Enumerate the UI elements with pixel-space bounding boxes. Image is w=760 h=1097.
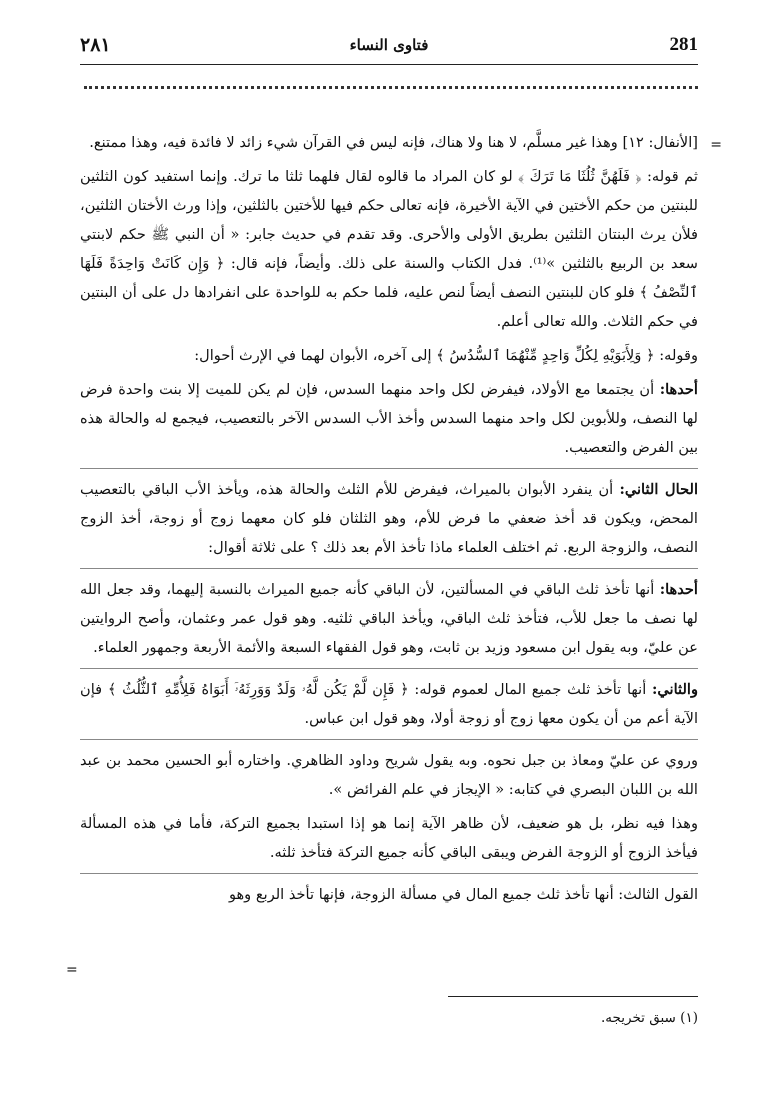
footnote-rule	[448, 996, 698, 997]
footnote-text: سبق تخريجه.	[601, 1010, 676, 1026]
paragraph-1: [الأنفال: ١٢] وهذا غير مسلَّم، لا هنا ولا هناك، فإنه ليس في القرآن شيء زائد لا فائدة فيه، وهذا ممتنع.	[89, 134, 698, 151]
running-title: فتاوى النساء	[349, 36, 429, 54]
page-header	[80, 30, 698, 65]
continuation-mark-bottom: =	[66, 962, 78, 978]
footnote	[601, 1010, 698, 1026]
footnote-marker: (١)	[680, 1010, 698, 1026]
dotted-divider	[84, 86, 698, 89]
paragraph-9: وهذا فيه نظر، بل هو ضعيف، لأن ظاهر الآية إنما هو إذا استبدا بجميع التركة، فأما في هذه المسألة فيأخذ الزوج أو الزوجة الفرض ويبقى الباقي كأنه جميع التركة فتأخذ ثلثه.	[80, 809, 698, 874]
page-number-latin: 281	[669, 34, 698, 55]
paragraph-7: والثاني: أنها تأخذ ثلث جميع المال لعموم قوله: ﴿ فَإِن لَّمْ يَكُن لَّهُۥ وَلَدٌ وَوَرِثَهُۥٓ أَبَوَاهُ فَلِأُمِّهِ ٱلثُّلُثُ ﴾ فإن الآية أعم من أن يكون معها زوج أو زوجة أولا، وهو قول ابن عباس.	[80, 675, 698, 740]
paragraph-2: ثم قوله: ﴿ فَلَهُنَّ ثُلُثَا مَا تَرَكَ ﴾ لو كان المراد ما قالوه لقال فلهما ثلثا ما ترك. وإنما استفيد كون الثلثين للبنتين من حكم الأختين في الآية الأخيرة، فإنه تعالى حكم فيها للأختين بالثلثين، وإذا ورث الأختان الثلثين، فلأن يرث البنتان الثلثين بطريق الأولى والأحرى. وقد تقدم في حديث جابر: « أن النبي ﷺ حكم لابنتي سعد بن الربيع بالثلثين »⁽¹⁾. فدل الكتاب والسنة على ذلك. وأيضاً، فإنه قال: ﴿ وَإِن كَانَتْ وَاحِدَةً فَلَهَا ٱلنِّصْفُ ﴾ فلو كان للبنتين النصف أيضاً لنص عليه، فلما حكم به للواحدة على انفرادها دل على أن البنتين في حكم الثلاث. والله تعالى أعلم.	[80, 168, 699, 330]
page-number-arabic: ٢٨١	[80, 34, 111, 56]
paragraph-3: وقوله: ﴿ وَلِأَبَوَيْهِ لِكُلِّ وَاحِدٍ مِّنْهُمَا ٱلسُّدُسُ ﴾ إلى آخره، الأبوان لهما في الإرث أحوال:	[194, 347, 698, 364]
continuation-mark-top: =	[710, 137, 722, 153]
paragraph-8: وروي عن عليّ ومعاذ بن جبل نحوه. وبه يقول شريح وداود الظاهري. واختاره أبو الحسين محمد بن عبد الله بن اللبان البصري في كتابه: « الإيجاز في علم الفرائض ».	[80, 752, 698, 798]
paragraph-10: القول الثالث: أنها تأخذ ثلث جميع المال في مسألة الزوجة، فإنها تأخذ الربع وهو	[228, 886, 698, 903]
main-text	[80, 128, 698, 914]
paragraph-6: أحدها: أنها تأخذ ثلث الباقي في المسألتين، لأن الباقي كأنه جميع الميراث بالنسبة إليهما، وقد جعل الله لها نصف ما جعل للأب، فتأخذ ثلث الباقي، ويأخذ الباقي ثلثيه. وهو قول عمر وعثمان، وأصح الروايتين عن عليّ، وبه يقول ابن مسعود وزيد بن ثابت، وهو قول الفقهاء السبعة والأئمة الأربعة وجمهور العلماء.	[80, 575, 698, 669]
paragraph-5: الحال الثاني: أن ينفرد الأبوان بالميراث، فيفرض للأم الثلث والحالة هذه، ويأخذ الأب الباقي بالتعصيب المحض، ويكون قد أخذ ضعفي ما فرض للأم، وهو الثلثان فلو كان معهما زوج أو زوجة، أخذ الزوج النصف، والزوجة الربع. ثم اختلف العلماء ماذا تأخذ الأم بعد ذلك ؟ على ثلاثة أقوال:	[80, 475, 698, 569]
paragraph-4: أحدها: أن يجتمعا مع الأولاد، فيفرض لكل واحد منهما السدس، فإن لم يكن للميت إلا بنت واحدة فرض لها النصف، وللأبوين لكل واحد منهما السدس وأخذ الأب السدس الآخر بالتعصيب، فيجمع له والحالة هذه بين الفرض والتعصيب.	[80, 375, 698, 469]
